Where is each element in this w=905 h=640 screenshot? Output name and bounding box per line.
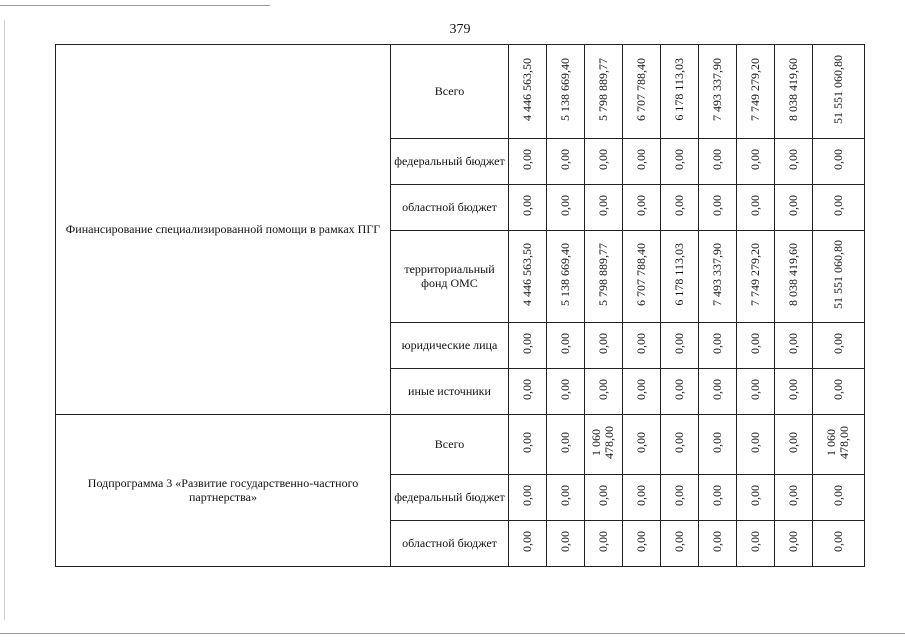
- value-text: 0,00: [557, 379, 572, 401]
- value-cell: [737, 231, 775, 323]
- value-cell: [661, 139, 699, 185]
- value-text: 0,00: [785, 485, 800, 507]
- value-cell: [585, 185, 623, 231]
- value-cell: [509, 45, 547, 139]
- value-text: 51 551 060,80: [830, 240, 845, 310]
- value-text: 0,00: [785, 379, 800, 401]
- value-cell: [623, 139, 661, 185]
- value-cell: [699, 185, 737, 231]
- value-cell: [737, 369, 775, 415]
- value-cell: [547, 323, 585, 369]
- value-cell: [585, 231, 623, 323]
- value-text: 4 446 563,50: [519, 58, 534, 122]
- value-text: 0,00: [830, 149, 845, 171]
- value-cell: [623, 45, 661, 139]
- funding-source-cell: федеральный бюджет: [391, 475, 509, 521]
- value-text: 0,00: [595, 485, 610, 507]
- value-text: 0,00: [747, 432, 762, 454]
- value-text: 0,00: [633, 195, 648, 217]
- value-text: 0,00: [633, 485, 648, 507]
- value-text: 0,00: [747, 195, 762, 217]
- value-text: 0,00: [519, 149, 534, 171]
- value-text: 6 707 788,40: [633, 58, 648, 122]
- value-cell: [509, 521, 547, 567]
- value-text: 0,00: [709, 432, 724, 454]
- value-text: 5 138 669,40: [557, 243, 572, 307]
- value-cell: [661, 323, 699, 369]
- value-cell: [585, 475, 623, 521]
- value-text: 0,00: [709, 195, 724, 217]
- value-text: 0,00: [785, 333, 800, 355]
- value-text: 0,00: [830, 379, 845, 401]
- value-text: 0,00: [519, 485, 534, 507]
- table-body: [56, 45, 865, 567]
- value-text: 0,00: [671, 149, 686, 171]
- value-text: 0,00: [557, 195, 572, 217]
- table-row: [56, 415, 865, 475]
- value-cell: [547, 521, 585, 567]
- value-text: 51 551 060,80: [830, 55, 845, 125]
- value-cell: [661, 415, 699, 475]
- value-text: 7 749 279,20: [747, 243, 762, 307]
- value-cell: [813, 415, 865, 475]
- value-cell: [509, 369, 547, 415]
- value-text: 0,00: [557, 485, 572, 507]
- value-text: 5 138 669,40: [557, 58, 572, 122]
- value-cell: [737, 475, 775, 521]
- value-cell: [699, 369, 737, 415]
- funding-source-cell: юридические лица: [391, 323, 509, 369]
- value-cell: [775, 323, 813, 369]
- value-text: 0,00: [633, 379, 648, 401]
- value-cell: [585, 45, 623, 139]
- funding-source-cell: областной бюджет: [391, 521, 509, 567]
- scan-edge-left: [4, 20, 5, 620]
- value-cell: [509, 185, 547, 231]
- value-text: 0,00: [785, 432, 800, 454]
- value-cell: [775, 415, 813, 475]
- value-cell: [623, 521, 661, 567]
- value-text: 0,00: [595, 195, 610, 217]
- value-text: 8 038 419,60: [785, 243, 800, 307]
- value-cell: [623, 231, 661, 323]
- value-text: 0,00: [709, 333, 724, 355]
- value-cell: [813, 475, 865, 521]
- value-cell: [699, 231, 737, 323]
- value-cell: [775, 185, 813, 231]
- value-text: 0,00: [747, 379, 762, 401]
- value-text: 0,00: [633, 432, 648, 454]
- value-cell: [775, 139, 813, 185]
- value-cell: [509, 415, 547, 475]
- value-cell: [509, 139, 547, 185]
- value-text: 0,00: [709, 485, 724, 507]
- value-cell: [813, 139, 865, 185]
- value-text: 0,00: [519, 333, 534, 355]
- funding-source-cell: Всего: [391, 415, 509, 475]
- program-name-cell: Подпрограмма 3 «Развитие государственно-частного партнерства»: [56, 415, 391, 567]
- value-text: 4 446 563,50: [519, 243, 534, 307]
- value-cell: [623, 369, 661, 415]
- value-cell: [547, 45, 585, 139]
- value-cell: [775, 45, 813, 139]
- value-cell: [661, 185, 699, 231]
- value-text: 7 493 337,90: [709, 58, 724, 122]
- value-cell: [699, 415, 737, 475]
- value-text: 0,00: [747, 149, 762, 171]
- value-text: 1 060 478,00: [589, 426, 617, 460]
- value-cell: [699, 475, 737, 521]
- value-cell: [547, 139, 585, 185]
- value-text: 0,00: [709, 379, 724, 401]
- value-text: 0,00: [519, 432, 534, 454]
- value-text: 0,00: [671, 531, 686, 553]
- value-cell: [585, 415, 623, 475]
- value-text: 0,00: [747, 485, 762, 507]
- funding-source-cell: иные источники: [391, 369, 509, 415]
- value-cell: [737, 185, 775, 231]
- value-text: 0,00: [785, 149, 800, 171]
- value-cell: [661, 475, 699, 521]
- value-text: 0,00: [633, 333, 648, 355]
- value-cell: [737, 415, 775, 475]
- value-cell: [699, 45, 737, 139]
- value-cell: [775, 369, 813, 415]
- value-cell: [661, 521, 699, 567]
- value-text: 1 060 478,00: [824, 426, 852, 460]
- scan-edge-bottom: [0, 633, 905, 634]
- funding-source-cell: областной бюджет: [391, 185, 509, 231]
- value-text: 0,00: [557, 531, 572, 553]
- value-text: 0,00: [709, 149, 724, 171]
- value-cell: [661, 369, 699, 415]
- value-text: 0,00: [830, 333, 845, 355]
- value-cell: [813, 231, 865, 323]
- value-text: 0,00: [671, 379, 686, 401]
- value-cell: [547, 415, 585, 475]
- value-cell: [775, 475, 813, 521]
- value-text: 5 798 889,77: [595, 58, 610, 122]
- value-text: 0,00: [830, 485, 845, 507]
- value-text: 0,00: [595, 149, 610, 171]
- value-cell: [585, 521, 623, 567]
- value-text: 0,00: [830, 531, 845, 553]
- value-text: 0,00: [633, 149, 648, 171]
- value-cell: [699, 139, 737, 185]
- value-cell: [737, 323, 775, 369]
- value-text: 0,00: [519, 531, 534, 553]
- table-row: [56, 45, 865, 139]
- value-cell: [699, 323, 737, 369]
- value-cell: [661, 45, 699, 139]
- value-text: 0,00: [785, 531, 800, 553]
- value-cell: [623, 415, 661, 475]
- value-text: 7 749 279,20: [747, 58, 762, 122]
- value-cell: [813, 369, 865, 415]
- value-cell: [547, 369, 585, 415]
- budget-table: [55, 44, 865, 567]
- value-text: 0,00: [633, 531, 648, 553]
- value-text: 8 038 419,60: [785, 58, 800, 122]
- value-cell: [775, 231, 813, 323]
- value-text: 0,00: [671, 195, 686, 217]
- value-cell: [623, 185, 661, 231]
- value-text: 0,00: [557, 333, 572, 355]
- value-text: 6 178 113,03: [671, 58, 686, 121]
- value-cell: [547, 185, 585, 231]
- program-name-cell: Финансирование специализированной помощи в рамках ПГГ: [56, 45, 391, 415]
- value-text: 0,00: [785, 195, 800, 217]
- value-cell: [509, 475, 547, 521]
- scan-edge-top: [0, 5, 270, 6]
- value-cell: [547, 231, 585, 323]
- value-text: 7 493 337,90: [709, 243, 724, 307]
- value-cell: [737, 139, 775, 185]
- value-text: 0,00: [595, 379, 610, 401]
- value-text: 0,00: [747, 333, 762, 355]
- funding-source-cell: Всего: [391, 45, 509, 139]
- value-text: 0,00: [519, 195, 534, 217]
- value-cell: [585, 323, 623, 369]
- value-cell: [623, 475, 661, 521]
- value-text: 0,00: [671, 485, 686, 507]
- value-text: 0,00: [747, 531, 762, 553]
- value-text: 0,00: [595, 531, 610, 553]
- value-cell: [775, 521, 813, 567]
- page-number: 379: [449, 22, 471, 37]
- value-cell: [623, 323, 661, 369]
- value-cell: [813, 185, 865, 231]
- funding-source-cell: территориальный фонд ОМС: [391, 231, 509, 323]
- value-cell: [547, 475, 585, 521]
- value-text: 0,00: [709, 531, 724, 553]
- value-cell: [813, 45, 865, 139]
- value-cell: [813, 521, 865, 567]
- value-text: 0,00: [595, 333, 610, 355]
- value-cell: [509, 231, 547, 323]
- value-cell: [737, 521, 775, 567]
- value-cell: [661, 231, 699, 323]
- value-text: 0,00: [671, 333, 686, 355]
- value-text: 0,00: [671, 432, 686, 454]
- value-text: 6 707 788,40: [633, 243, 648, 307]
- value-cell: [737, 45, 775, 139]
- value-cell: [813, 323, 865, 369]
- value-cell: [585, 369, 623, 415]
- funding-source-cell: федеральный бюджет: [391, 139, 509, 185]
- value-text: 0,00: [830, 195, 845, 217]
- value-cell: [699, 521, 737, 567]
- value-text: 0,00: [519, 379, 534, 401]
- value-text: 0,00: [557, 432, 572, 454]
- value-text: 0,00: [557, 149, 572, 171]
- value-cell: [509, 323, 547, 369]
- value-text: 6 178 113,03: [671, 243, 686, 306]
- value-cell: [585, 139, 623, 185]
- value-text: 5 798 889,77: [595, 243, 610, 307]
